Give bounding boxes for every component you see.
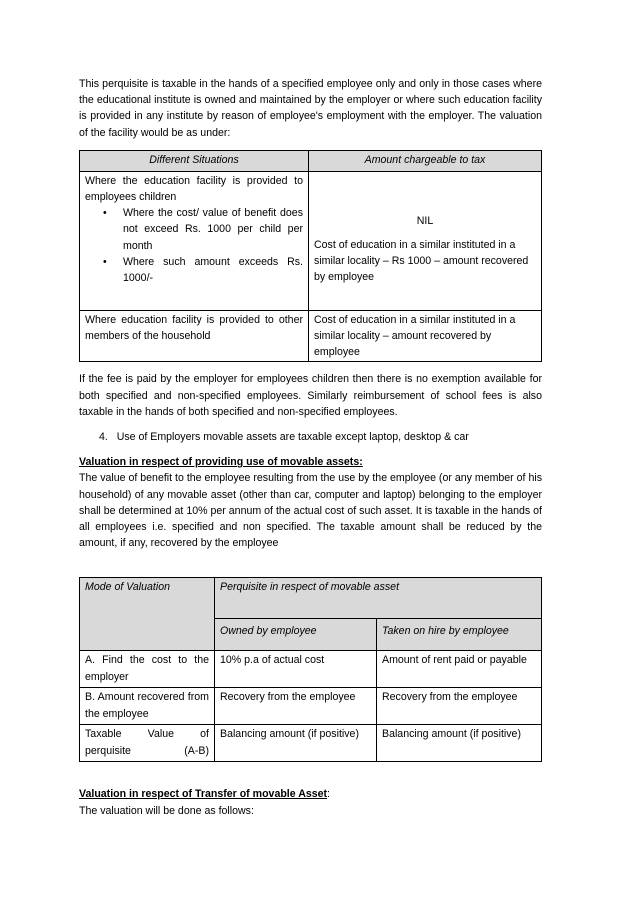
education-table [79,150,542,363]
transfer-body: The valuation will be done as follows: [79,804,254,817]
situation-cell: Where education facility is provided to other members of the household [80,310,309,362]
table-row [80,651,542,688]
fee-paragraph: If the fee is paid by the employer for employees children then there is no exemption available for both specified and non-specified employees. Similarly reimbursement of school fees is also taxable in the hands of both specified and non-specified employees. [79,373,542,418]
mode-cell: B. Amount recovered from the employee [80,688,215,725]
situation-intro: Where the education facility is provided to employees children [85,174,303,204]
mode-cell: Taxable Value of perquisite (A-B) [80,725,215,762]
section-heading: Valuation in respect of providing use of movable assets: [79,456,363,469]
owned-cell: Balancing amount (if positive) [215,725,377,762]
document-page [79,76,542,819]
section-body: The value of benefit to the employee resulting from the use by the employee (or any member of his household) of any movable asset (other than car, computer and laptop) belonging to the employer shall be determined at 10% per annum of the actual cost of such asset. It is taxable in the hands of all employees i.e. specified and non specified. The taxable amount shall be reduced by the amount, if any, recovered by the employee [79,472,542,550]
header-perquisite: Perquisite in respect of movable asset [215,578,542,619]
header-amount: Amount chargeable to tax [309,150,542,171]
table-row [80,171,542,310]
hire-cell: Balancing amount (if positive) [377,725,542,762]
header-situations: Different Situations [80,150,309,171]
bullet-item: • Where such amount exceeds Rs. 1000/- [123,254,303,286]
situation-bullets [85,205,303,286]
movable-asset-table [79,577,542,762]
subheader-hire: Taken on hire by employee [377,619,542,651]
item-text: Use of Employers movable assets are taxable except laptop, desktop & car [116,431,469,444]
header-mode: Mode of Valuation [80,578,215,651]
section-heading-transfer [79,786,542,802]
owned-cell: Recovery from the employee [215,688,377,725]
amount-cell: Cost of education in a similar instituted in a similar locality – amount recovered by employee [309,310,542,362]
intro-paragraph: This perquisite is taxable in the hands of a specified employee only and only in those cases where the educational institute is owned and maintained by the employer or where such education facility is provided in any institute by reason of employee's employment with the employer. The valuation of the facility would be as under: [79,78,542,139]
hire-cell: Amount of rent paid or payable [377,651,542,688]
table-header-row [80,578,542,619]
table-header-row [80,150,542,171]
mode-cell: A. Find the cost to the employer [80,651,215,688]
table-row [80,688,542,725]
hire-cell: Recovery from the employee [377,688,542,725]
bullet-item: • Where the cost/ value of benefit does not exceed Rs. 1000 per child per month [123,205,303,254]
owned-cell: 10% p.a of actual cost [215,651,377,688]
transfer-heading: Valuation in respect of Transfer of movable Asset [79,788,328,801]
item-number: 4. [99,431,108,444]
situation-cell [80,171,309,310]
amount-nil: NIL [416,214,434,227]
amount-cell [309,171,542,310]
subheader-owned: Owned by employee [215,619,377,651]
table-row [80,310,542,362]
amount-cost: Cost of education in a similar instituted in a similar locality – Rs 1000 – amount recovered by employee [314,239,529,284]
transfer-heading-suffix: : [327,788,330,801]
numbered-item [79,429,542,445]
table-row [80,725,542,762]
